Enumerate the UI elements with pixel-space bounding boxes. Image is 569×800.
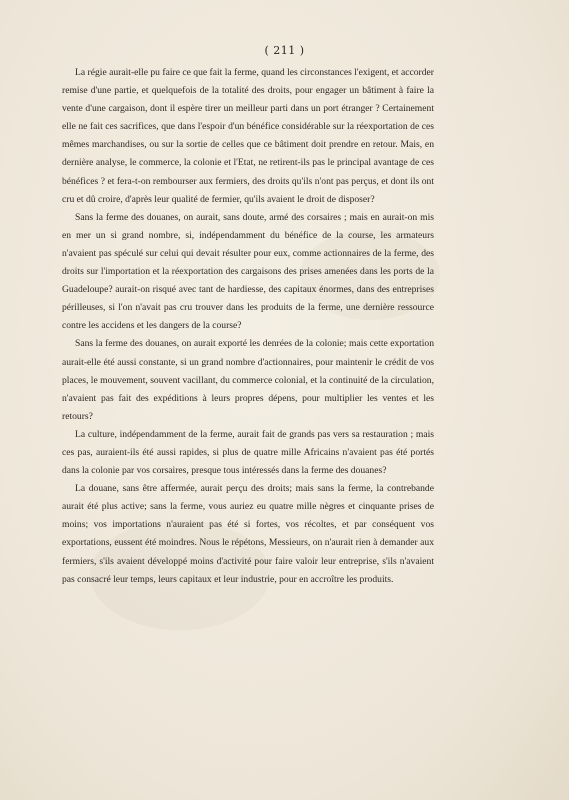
paragraph: La culture, indépendamment de la ferme, aurait fait de grands pas vers sa restauration ; mais ces pas, auraient-ils été aussi rapides, si plus de quatre mille Africains n'avaient pas été portés dans la colonie par vos corsaires, presque tous intéressés dans la ferme des douanes? — [62, 428, 434, 477]
paragraph: Sans la ferme des douanes, on aurait exporté les denrées de la colonie; mais cette exportation aurait-elle été aussi constante, si un grand nombre d'actionnaires, pour maintenir le crédit de vos places, le mouvement, souvent vacillant, du commerce colonial, et la continuité de la circulation, n'avaient pas fait des expéditions à leurs propres dépens, pour multiplier les ventes et les retours? — [62, 338, 434, 422]
paragraph: La douane, sans être affermée, aurait perçu des droits; mais sans la ferme, la contrebande aurait été plus active; sans la ferme, vous auriez eu quatre mille nègres et cinquante prises de moins; vos importations n'auraient pas été si fortes, vos récoltes, et par conséquent vos exportations, eussent été moindres. Nous le répétons, Messieurs, on n'aurait rien à demander aux fermiers, s'ils avaient développé moins d'activité pour faire valoir leur entreprise, s'ils n'avaient pas consacré leur temps, leurs capitaux et leur industrie, pour en accroître les produits. — [62, 483, 434, 585]
paragraph: Sans la ferme des douanes, on aurait, sans doute, armé des corsaires ; mais en aurait-on mis en mer un si grand nombre, si, indépendamment du bénéfice de la course, les armateurs n'avaient pas spéculé sur celui qui devait résulter pour eux, comme actionnaires de la ferme, des droits sur l'importation et la réexportation des cargaisons des prises amenées dans les ports de la Guadeloupe? aurait-on risqué avec tant de hardiesse, des capitaux énormes, dans des entreprises périlleuses, si l'on n'avait pas cru trouver dans les produits de la ferme, une dernière ressource contre les accidens et les dangers de la course? — [62, 211, 434, 332]
paragraph: La régie aurait-elle pu faire ce que fait la ferme, quand les circonstances l'exigent, et accorder remise d'une partie, et quelquefois de la totalité des droits, pour engager un bâtiment à faire la vente d'une cargaison, dont il espère tirer un meilleur parti dans un port étranger ? Certainement elle ne fait ces sacrifices, que dans l'espoir d'un bénéfice considérable sur la réexportation de ces mêmes marchandises, ou sur la sortie de celles que ce bâtiment doit prendre en retour. Mais, en dernière analyse, le commerce, la colonie et l'Etat, ne retirent-ils pas le principal avantage de ces bénéfices ? et fera-t-on rembourser aux fermiers, des droits qu'ils n'ont pas perçus, et dont ils ont cru et dû croire, d'après leur qualité de fermier, qu'ils avaient le droit de disposer? — [62, 67, 434, 205]
body-text — [62, 64, 434, 589]
page-number: ( 211 ) — [264, 44, 305, 57]
